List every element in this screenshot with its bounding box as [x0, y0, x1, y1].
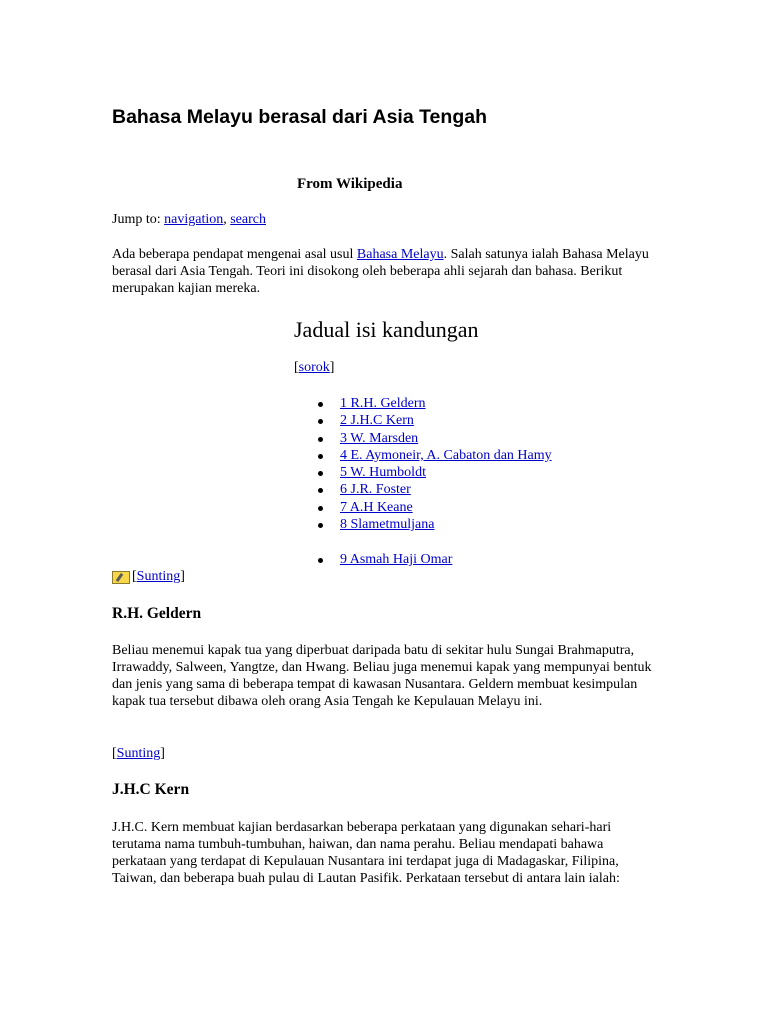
toc-item: [296, 395, 552, 412]
toc-list: [296, 395, 552, 533]
toc-link-foster[interactable]: 6 J.R. Foster: [340, 482, 411, 498]
toc-item: [296, 412, 552, 429]
section-paragraph-kern: J.H.C. Kern membuat kajian berdasarkan beberapa perkataan yang digunakan sehari-hari terutama nama tumbuh-tumbuhan, haiwan, dan nama perahu. Beliau mendapati bahawa perkataan yang terdapat di Kepulauan Nusantara ini terdapat juga di Madagaskar, Filipina, Taiwan, dan beberapa buah pulau di Lautan Pasifik. Perkataan tersebut di antara lain ialah:: [112, 820, 620, 886]
toc-item: [296, 430, 552, 447]
toc-item: [296, 464, 552, 481]
edit-link[interactable]: Sunting: [116, 746, 161, 761]
section-paragraph-geldern: Beliau menemui kapak tua yang diperbuat daripada batu di sekitar hulu Sungai Brahmaputra, Irrawaddy, Salween, Yangtze, dan Hwang. Beliau juga menemui kapak yang mempunyai bentuk dan jenis yang sama di beberapa tempat di kawasan Nusantara. Geldern membuat kesimpulan kapak tua tersebut dibawa oleh orang Asia Tengah ke Kepulauan Melayu ini.: [112, 643, 652, 709]
toc-link-asmah[interactable]: 9 Asmah Haji Omar: [340, 552, 453, 567]
toc-item: [296, 551, 452, 568]
toc-item: [296, 516, 552, 533]
toc-toggle-open-bracket: [: [294, 360, 299, 375]
intro-paragraph: [112, 246, 657, 297]
edit-close-bracket: ]: [160, 746, 165, 761]
toc-link-slametmuljana[interactable]: 8 Slametmuljana: [340, 517, 435, 533]
edit-close-bracket: ]: [180, 569, 185, 584]
source-subtitle: From Wikipedia: [297, 176, 403, 192]
toc-link-aymoneir[interactable]: 4 E. Aymoneir, A. Cabaton dan Hamy: [340, 447, 552, 463]
intro-text-before: Ada beberapa pendapat mengenai asal usul: [112, 247, 357, 262]
toc-item: [296, 481, 552, 498]
section-edit-kern: [112, 745, 165, 763]
edit-open-bracket: [: [132, 569, 137, 584]
jump-to-links: [112, 211, 266, 229]
toc-list-continued: [296, 551, 452, 568]
toc-hide-link[interactable]: sorok: [298, 360, 330, 375]
search-link[interactable]: search: [230, 212, 266, 227]
intro-text-after: . Salah satunya ialah Bahasa Melayu berasal dari Asia Tengah. Teori ini disokong oleh beberapa ahli sejarah dan bahasa. Berikut merupakan kajian mereka.: [112, 247, 649, 296]
toc-link-marsden[interactable]: 3 W. Marsden: [340, 430, 419, 446]
toc-toggle-close-bracket: ]: [329, 360, 335, 375]
toc-link-keane[interactable]: 7 A.H Keane: [340, 499, 413, 515]
toc-link-geldern[interactable]: 1 R.H. Geldern: [340, 396, 426, 411]
bahasa-melayu-link[interactable]: Bahasa Melayu: [356, 247, 444, 262]
toc-item: [296, 447, 552, 464]
section-heading-geldern: R.H. Geldern: [112, 605, 202, 622]
navigation-link[interactable]: navigation: [164, 212, 224, 227]
jump-separator: ,: [223, 212, 231, 227]
section-edit-geldern: [112, 568, 185, 586]
page-title: Bahasa Melayu berasal dari Asia Tengah: [112, 106, 487, 128]
toc-toggle: [294, 359, 334, 377]
toc-item: [296, 499, 552, 516]
toc-link-kern[interactable]: 2 J.H.C Kern: [340, 413, 414, 429]
edit-pencil-icon[interactable]: [112, 571, 130, 584]
jump-to-label: Jump to:: [112, 212, 165, 227]
toc-link-humboldt[interactable]: 5 W. Humboldt: [340, 465, 426, 481]
edit-open-bracket: [: [112, 746, 117, 761]
toc-title: Jadual isi kandungan: [294, 317, 479, 342]
section-heading-kern: J.H.C Kern: [112, 781, 190, 798]
edit-link[interactable]: Sunting: [136, 569, 181, 584]
